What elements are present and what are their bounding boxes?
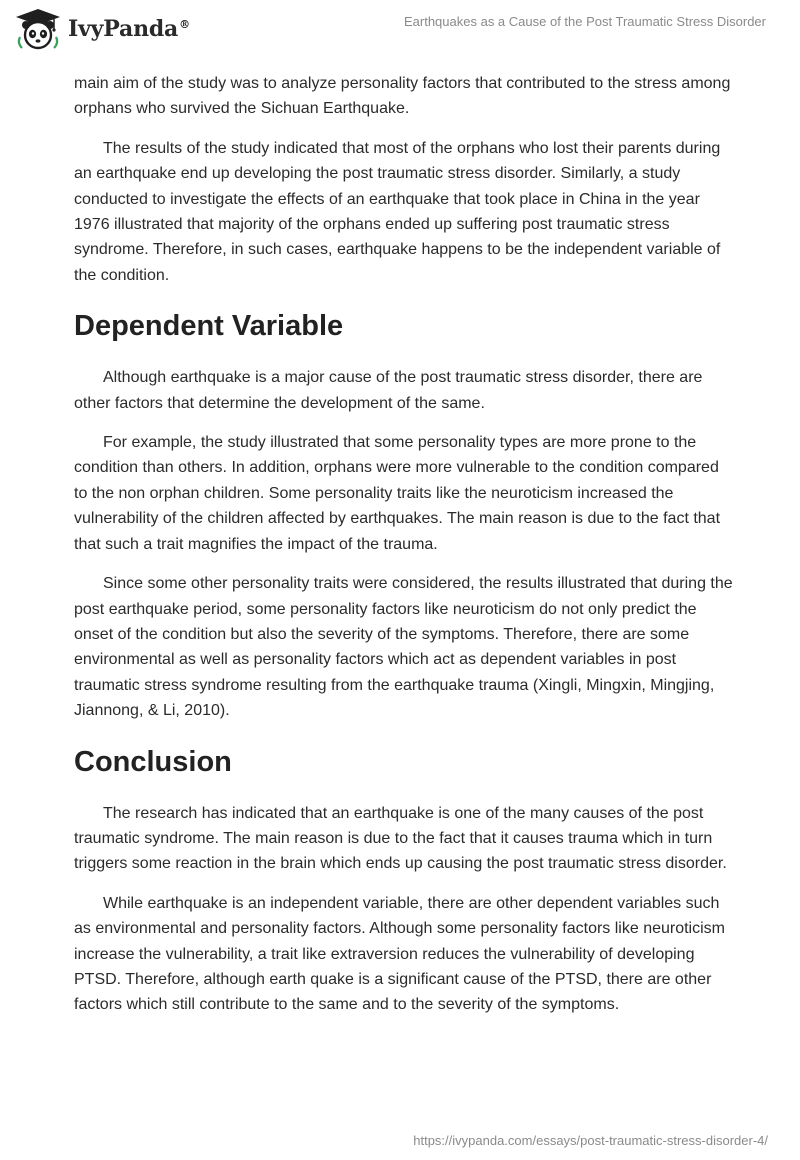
registered-mark: ® [179, 17, 190, 31]
paragraph-conclusion-variables: While earthquake is an independent variable, there are other dependent variables such as environmental and personality factors. Although some personality factors like neuroticism increase the vulnerability, a trait like extraversion reduces the vulnerability of developing PTSD. Therefore, although earth quake is a significant cause of the PTSD, there are other factors which still contribute to the same and to the severity of the symptoms. [74, 894, 725, 1014]
brand-name: IvyPanda® [68, 16, 190, 42]
panda-graduate-icon [14, 7, 62, 51]
brand-logo[interactable] [14, 7, 190, 51]
paragraph-personality-types: For example, the study illustrated that some personality types are more prone to the condition than others. In addition, orphans were more vulnerable to the condition compared to the non orphan children. Some personality traits like the neuroticism increased the vulnerability of the children affected by earthquakes. The main reason is due to the fact that that such a trait magnifies the impact of the trauma. [74, 434, 721, 553]
paragraph-other-factors: Although earthquake is a major cause of the post traumatic stress disorder, there are other factors that determine the development of the same. [74, 369, 703, 412]
heading-conclusion: Conclusion [74, 745, 232, 778]
document-title: Earthquakes as a Cause of the Post Traumatic Stress Disorder [403, 14, 766, 29]
paragraph-neuroticism: Since some other personality traits were considered, the results illustrated that during the post earthquake period, some personality factors like neuroticism do not only predict the onset of the condition but also the severity of the symptoms. Therefore, there are some environmental as well as personality factors which act as dependent variables in post traumatic stress syndrome resulting from the earthquake trauma (Xingli, Mingxin, Mingjing, Jiannong, & Li, 2010). [74, 575, 733, 720]
paragraph-conclusion-research: The research has indicated that an earthquake is one of the many causes of the post traumatic syndrome. The main reason is due to the fact that it causes trauma which in turn triggers some reaction in the brain which ends up causing the post traumatic stress disorder. [74, 804, 727, 873]
paragraph-results: The results of the study indicated that most of the orphans who lost their parents during an earthquake end up developing the post traumatic stress disorder. Similarly, a study conducted to investigate the effects of an earthquake that took place in China in the year 1976 illustrated that majority of the orphans ended up suffering post traumatic stress syndrome. Therefore, in such cases, earthquake happens to be the independent variable of the condition. [74, 139, 721, 284]
paragraph-continued: main aim of the study was to analyze personality factors that contributed to the stress among orphans who survived the Sichuan Earthquake. [74, 75, 731, 118]
page-header [0, 0, 800, 66]
essay-body [74, 71, 734, 1032]
heading-dependent-variable: Dependent Variable [74, 310, 344, 343]
source-url[interactable]: https://ivypanda.com/essays/post-traumatic-stress-disorder-4/ [413, 1133, 768, 1148]
